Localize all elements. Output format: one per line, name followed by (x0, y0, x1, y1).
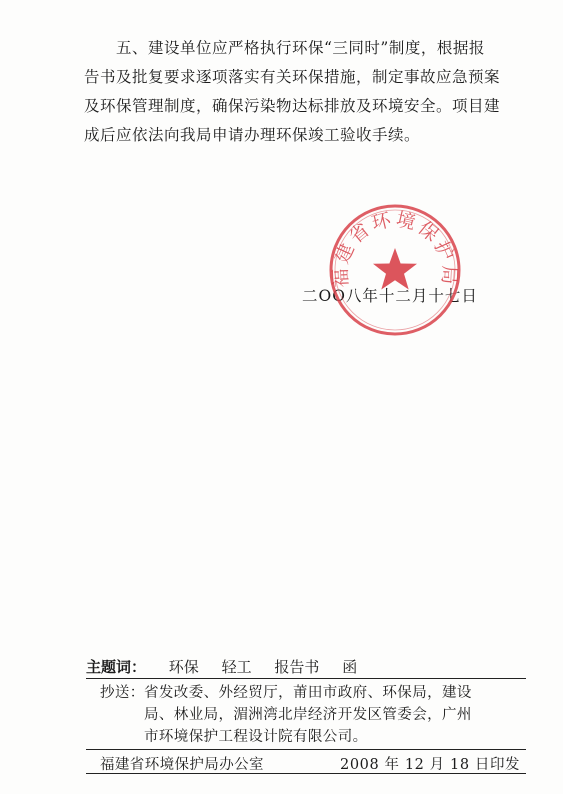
signature-date: 二OO八年十二月十七日 (302, 287, 478, 305)
seal-star-icon (373, 248, 417, 290)
cc-block (86, 682, 524, 748)
official-seal (325, 200, 465, 340)
paragraph-line: 五、建设单位应严格执行环保“三同时”制度，根据报 (116, 39, 485, 57)
cc-line: 市环境保护工程设计院有限公司。 (144, 729, 368, 745)
cc-line: 局、林业局，湄洲湾北岸经济开发区管委会，广州 (144, 707, 472, 723)
keywords-label: 主题词： (86, 658, 147, 676)
keyword: 函 (342, 658, 358, 676)
body-paragraph (84, 34, 520, 150)
paragraph-line: 成后应依法向我局申请办理环保竣工验收手续。 (84, 126, 421, 144)
cc-label: 抄送： (100, 685, 145, 701)
keyword: 环保 (168, 658, 199, 676)
keyword: 报告书 (274, 658, 320, 676)
divider-line (86, 773, 526, 774)
cc-line: 省发改委、外经贸厅，莆田市政府、环保局，建设 (144, 685, 472, 701)
issue-date: 2008 年 12 月 18 日印发 (340, 757, 521, 773)
divider-line (86, 749, 526, 750)
issuer: 福建省环境保护局办公室 (100, 757, 264, 773)
divider-line (86, 678, 526, 679)
seal-text: 福建省环境保护局 (329, 208, 461, 288)
paragraph-line: 及环保管理制度，确保污染物达标排放及环境安全。项目建 (84, 97, 501, 115)
paragraph-line: 告书及批复要求逐项落实有关环保措施，制定事故应急预案 (84, 68, 501, 86)
keyword: 轻工 (221, 658, 252, 676)
keywords-line (86, 656, 357, 677)
